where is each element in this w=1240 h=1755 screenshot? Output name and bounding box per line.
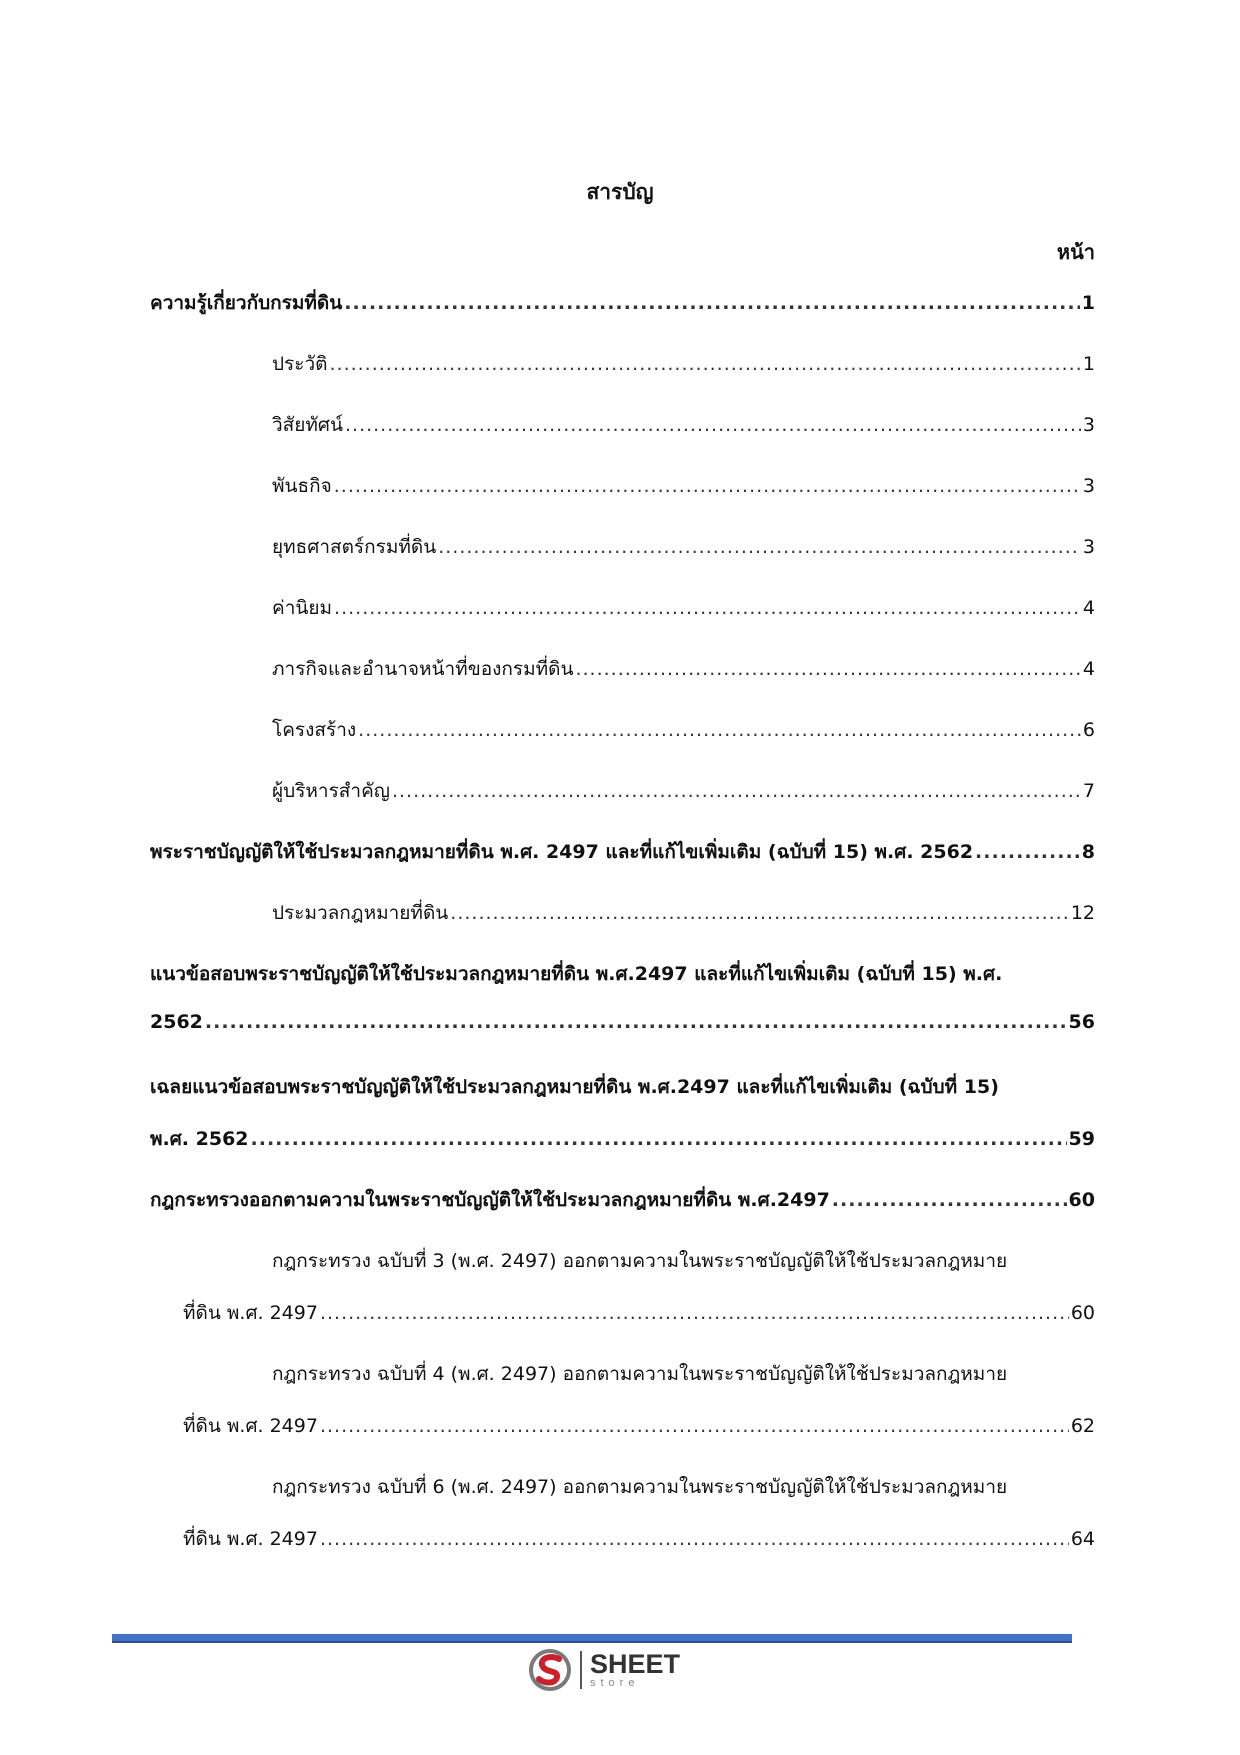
- toc-page-number: 1: [1081, 292, 1095, 314]
- toc-entry[interactable]: [150, 1011, 1095, 1072]
- toc-entry-label: ที่ดิน พ.ศ. 2497: [183, 1302, 318, 1324]
- toc-entry[interactable]: [150, 410, 1095, 471]
- toc-entry-line1: [150, 1246, 1095, 1298]
- toc-entry-text: แนวข้อสอบพระราชบัญญัติให้ใช้ประมวลกฎหมายที่ดิน พ.ศ.2497 และที่แก้ไขเพิ่มเติม (ฉบับที่ 15) พ.ศ.: [150, 963, 1003, 985]
- toc-entry-text: เฉลยแนวข้อสอบพระราชบัญญัติให้ใช้ประมวลกฎหมายที่ดิน พ.ศ.2497 และที่แก้ไขเพิ่มเติม (ฉบับที่ 15): [150, 1076, 999, 1098]
- toc-entry-text: กฎกระทรวง ฉบับที่ 3 (พ.ศ. 2497) ออกตามความในพระราชบัญญัติให้ใช้ประมวลกฎหมาย: [272, 1250, 1008, 1272]
- toc-page-number: 8: [1081, 841, 1095, 863]
- toc-entry[interactable]: [150, 593, 1095, 654]
- footer-rule: [112, 1634, 1072, 1641]
- toc-page-number: 62: [1070, 1415, 1095, 1437]
- toc-entry-label: ยุทธศาสตร์กรมที่ดิน: [272, 536, 437, 558]
- toc-entry[interactable]: [150, 1298, 1095, 1359]
- toc-entry-line1: [150, 1359, 1095, 1411]
- toc-entry-line1: [150, 1472, 1095, 1524]
- toc-entry[interactable]: [150, 1124, 1095, 1185]
- dot-leader: [438, 536, 1081, 558]
- sheet-store-s-icon: [528, 1648, 572, 1692]
- toc-entry[interactable]: [150, 898, 1095, 959]
- toc-page-number: 6: [1082, 719, 1095, 741]
- logo-divider: [580, 1651, 582, 1689]
- toc-entry[interactable]: [150, 288, 1095, 349]
- page-column-header: หน้า: [1056, 240, 1095, 264]
- toc-entry-text: กฎกระทรวง ฉบับที่ 6 (พ.ศ. 2497) ออกตามความในพระราชบัญญัติให้ใช้ประมวลกฎหมาย: [272, 1476, 1008, 1498]
- page-title: สารบัญ: [586, 180, 654, 204]
- toc-entry[interactable]: [150, 471, 1095, 532]
- dot-leader: [392, 780, 1081, 802]
- toc-entry-label: พันธกิจ: [272, 475, 332, 497]
- dot-leader: [334, 475, 1081, 497]
- dot-leader: [320, 1415, 1069, 1437]
- toc-entry-text: กฎกระทรวง ฉบับที่ 4 (พ.ศ. 2497) ออกตามความในพระราชบัญญัติให้ใช้ประมวลกฎหมาย: [272, 1363, 1008, 1385]
- dot-leader: [345, 414, 1081, 436]
- toc-entry[interactable]: [150, 654, 1095, 715]
- toc-page-number: 56: [1068, 1011, 1095, 1033]
- dot-leader: [251, 1128, 1067, 1150]
- toc-entry-label: พระราชบัญญัติให้ใช้ประมวลกฎหมายที่ดิน พ.ศ. 2497 และที่แก้ไขเพิ่มเติม (ฉบับที่ 15) พ.ศ. 2562: [150, 841, 974, 863]
- dot-leader: [975, 841, 1080, 863]
- toc-page-number: 12: [1070, 902, 1095, 924]
- toc-page-number: 7: [1082, 780, 1095, 802]
- toc-entry-label: วิสัยทัศน์: [272, 414, 343, 436]
- toc-entry[interactable]: [150, 1411, 1095, 1472]
- toc-entry[interactable]: [150, 349, 1095, 410]
- dot-leader: [344, 292, 1080, 314]
- dot-leader: [575, 658, 1080, 680]
- dot-leader: [334, 597, 1081, 619]
- toc-entry-line1: [150, 959, 1095, 1011]
- toc-entry-label: โครงสร้าง: [272, 719, 357, 741]
- toc-page-number: 3: [1082, 414, 1095, 436]
- toc-entry-label: ผู้บริหารสำคัญ: [272, 780, 390, 802]
- toc-entry-label: พ.ศ. 2562: [150, 1128, 249, 1150]
- toc-entry-line1: [150, 1072, 1095, 1124]
- toc-entry-label: กฎกระทรวงออกตามความในพระราชบัญญัติให้ใช้ประมวลกฎหมายที่ดิน พ.ศ.2497: [150, 1189, 830, 1211]
- toc-entry-label: ที่ดิน พ.ศ. 2497: [183, 1415, 318, 1437]
- footer-rule-shadow: [112, 1641, 1072, 1643]
- toc-entry-label: ภารกิจและอำนาจหน้าที่ของกรมที่ดิน: [272, 658, 574, 680]
- toc-page-number: 60: [1068, 1189, 1095, 1211]
- toc-page-number: 4: [1082, 597, 1095, 619]
- toc-entry-label: ค่านิยม: [272, 597, 333, 619]
- toc-page-number: 60: [1070, 1302, 1095, 1324]
- toc-entry[interactable]: [150, 532, 1095, 593]
- toc-entry-label: ประมวลกฎหมายที่ดิน: [272, 902, 449, 924]
- toc-entry-label: ที่ดิน พ.ศ. 2497: [183, 1528, 318, 1550]
- dot-leader: [450, 902, 1069, 924]
- toc-page-number: 64: [1070, 1528, 1095, 1550]
- toc-entry[interactable]: [150, 1524, 1095, 1585]
- dot-leader: [358, 719, 1081, 741]
- logo-subtext: store: [590, 1677, 640, 1689]
- sheet-store-logo: [528, 1648, 680, 1692]
- toc-entry[interactable]: [150, 837, 1095, 898]
- toc-entry-label: ประวัติ: [272, 353, 328, 375]
- toc-page-number: 1: [1082, 353, 1095, 375]
- logo-wordmark: SHEET: [590, 1649, 681, 1679]
- dot-leader: [320, 1302, 1069, 1324]
- toc-page-number: 3: [1082, 536, 1095, 558]
- toc-page-number: 4: [1082, 658, 1095, 680]
- toc-entry[interactable]: [150, 776, 1095, 837]
- toc-page-number: 3: [1082, 475, 1095, 497]
- toc-entry-label: 2562: [150, 1011, 203, 1033]
- table-of-contents: [150, 288, 1095, 1585]
- dot-leader: [205, 1011, 1067, 1033]
- toc-entry-label: ความรู้เกี่ยวกับกรมที่ดิน: [150, 292, 343, 314]
- dot-leader: [329, 353, 1080, 375]
- dot-leader: [832, 1189, 1067, 1211]
- toc-entry[interactable]: [150, 715, 1095, 776]
- dot-leader: [320, 1528, 1069, 1550]
- toc-page-number: 59: [1068, 1128, 1095, 1150]
- toc-entry[interactable]: [150, 1185, 1095, 1246]
